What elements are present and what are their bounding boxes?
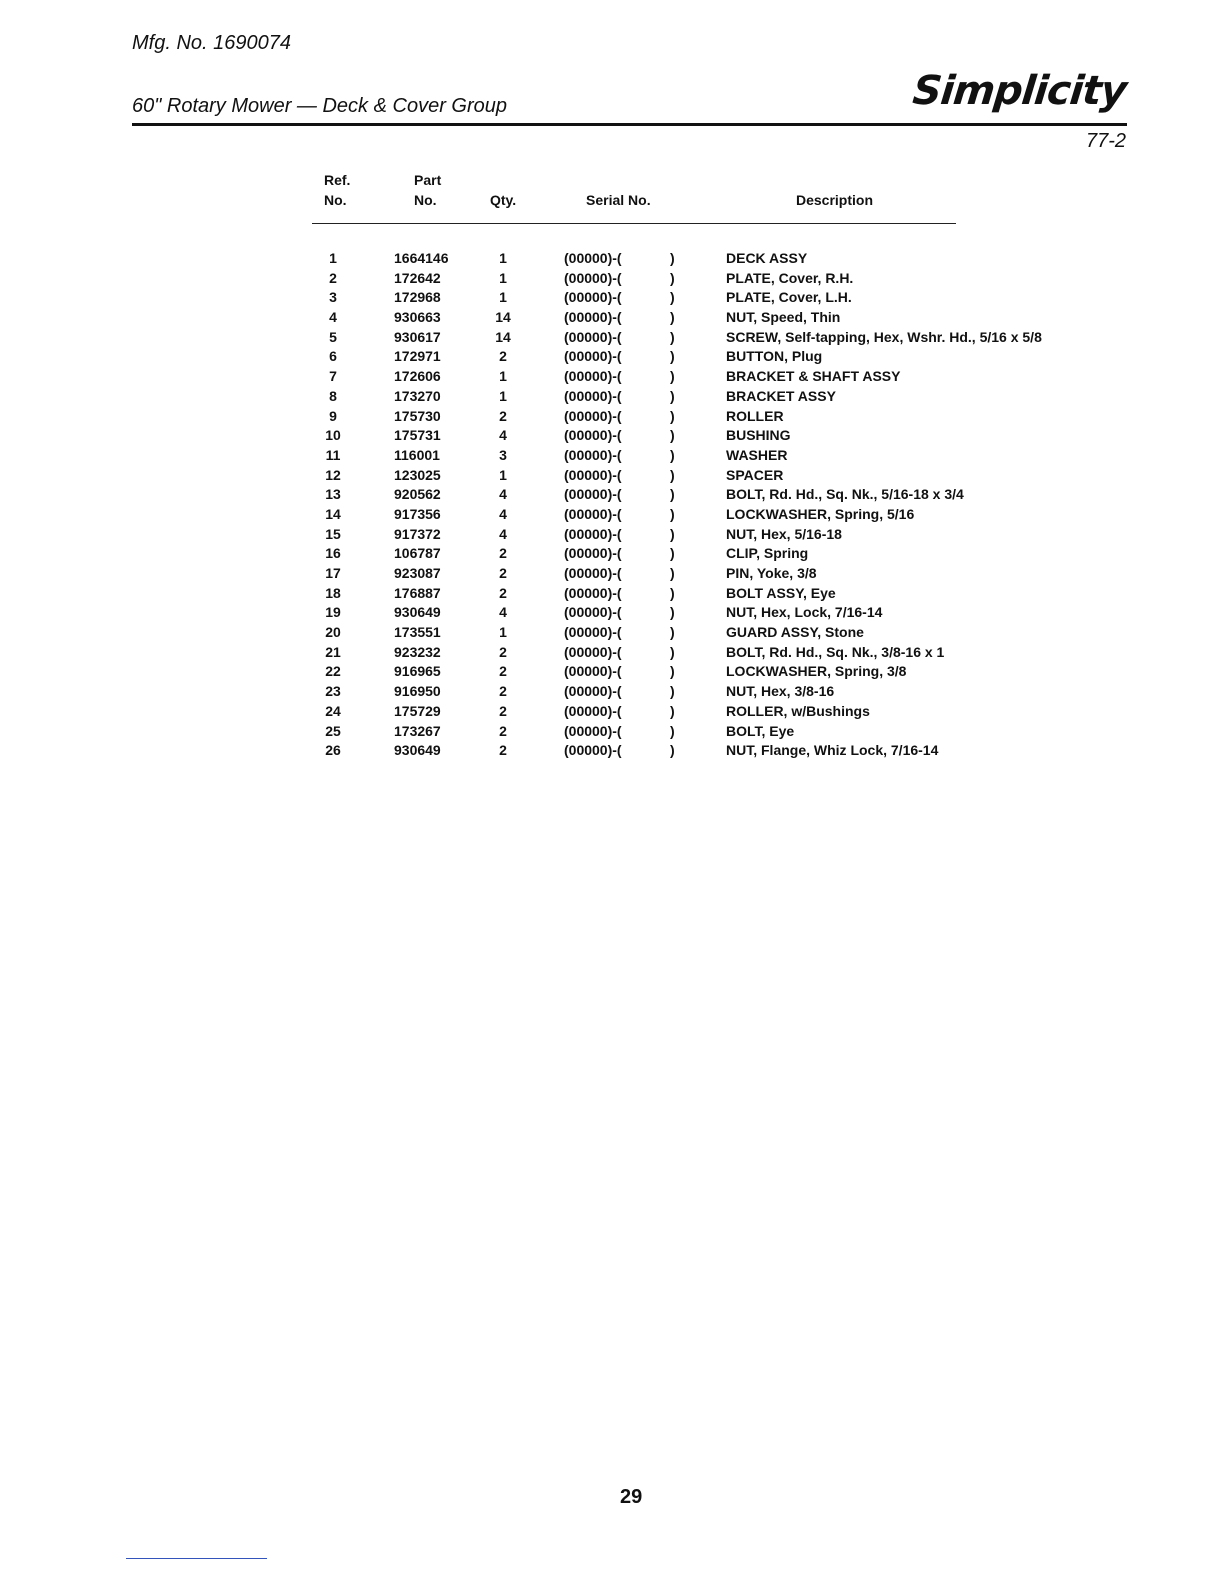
header-qty: Qty. bbox=[490, 192, 517, 208]
serial-cell: (00000)-( bbox=[564, 742, 622, 759]
table-row bbox=[0, 524, 1224, 544]
table-row bbox=[0, 642, 1224, 662]
qty-cell: 14 bbox=[495, 309, 511, 326]
serial-cell: (00000)-( bbox=[564, 486, 622, 503]
serial-close-cell: ) bbox=[670, 505, 675, 522]
table-row bbox=[0, 484, 1224, 504]
serial-cell: (00000)-( bbox=[564, 663, 622, 680]
ref-cell: 17 bbox=[325, 565, 341, 581]
part-number-cell: 123025 bbox=[394, 466, 441, 483]
serial-close-cell: ) bbox=[670, 387, 675, 404]
qty-cell: 2 bbox=[499, 742, 507, 759]
serial-cell: (00000)-( bbox=[564, 565, 622, 581]
description-cell: NUT, Hex, 3/8-16 bbox=[726, 683, 835, 700]
ref-cell: 2 bbox=[329, 269, 337, 286]
description-cell: GUARD ASSY, Stone bbox=[726, 624, 864, 641]
ref-cell: 6 bbox=[329, 348, 337, 365]
page-number: 29 bbox=[620, 1486, 643, 1508]
part-number-cell: 173267 bbox=[394, 722, 441, 739]
brand-logo: Simplicity bbox=[910, 68, 1129, 114]
serial-cell: (00000)-( bbox=[564, 466, 622, 483]
ref-cell: 5 bbox=[329, 328, 337, 345]
description-cell: PIN, Yoke, 3/8 bbox=[726, 565, 817, 581]
serial-cell: (00000)-( bbox=[564, 683, 622, 700]
table-row bbox=[0, 740, 1224, 760]
ref-cell: 1 bbox=[329, 250, 337, 266]
ref-cell: 16 bbox=[325, 545, 341, 562]
serial-cell: (00000)-( bbox=[564, 407, 622, 424]
part-number-cell: 917372 bbox=[394, 525, 441, 542]
serial-close-cell: ) bbox=[670, 328, 675, 345]
table-row bbox=[0, 701, 1224, 721]
serial-close-cell: ) bbox=[670, 269, 675, 286]
qty-cell: 1 bbox=[499, 289, 507, 306]
serial-cell: (00000)-( bbox=[564, 604, 622, 621]
header-part-no bbox=[414, 170, 441, 210]
part-number-cell: 917356 bbox=[394, 505, 441, 522]
description-cell: SCREW, Self-tapping, Hex, Wshr. Hd., 5/16 x 5/8 bbox=[726, 328, 1042, 345]
ref-cell: 18 bbox=[325, 584, 341, 601]
ref-cell: 14 bbox=[325, 505, 341, 522]
table-row bbox=[0, 465, 1224, 485]
qty-cell: 1 bbox=[499, 368, 507, 385]
ref-cell: 23 bbox=[325, 683, 341, 700]
description-cell: NUT, Hex, 5/16-18 bbox=[726, 525, 842, 542]
qty-cell: 2 bbox=[499, 545, 507, 562]
table-row bbox=[0, 327, 1224, 347]
qty-cell: 2 bbox=[499, 348, 507, 365]
serial-close-cell: ) bbox=[670, 525, 675, 542]
serial-cell: (00000)-( bbox=[564, 368, 622, 385]
table-row bbox=[0, 563, 1224, 583]
table-row bbox=[0, 543, 1224, 563]
serial-close-cell: ) bbox=[670, 702, 675, 719]
table-row bbox=[0, 287, 1224, 307]
description-cell: ROLLER bbox=[726, 407, 784, 424]
serial-cell: (00000)-( bbox=[564, 643, 622, 660]
ref-cell: 11 bbox=[325, 446, 341, 463]
serial-close-cell: ) bbox=[670, 722, 675, 739]
part-number-cell: 175730 bbox=[394, 407, 441, 424]
ref-cell: 13 bbox=[325, 486, 341, 503]
serial-cell: (00000)-( bbox=[564, 387, 622, 404]
serial-cell: (00000)-( bbox=[564, 584, 622, 601]
part-number-cell: 173270 bbox=[394, 387, 441, 404]
description-cell: BOLT, Rd. Hd., Sq. Nk., 3/8-16 x 1 bbox=[726, 643, 945, 660]
header-ref-line1: Ref. bbox=[324, 172, 351, 188]
description-cell: CLIP, Spring bbox=[726, 545, 809, 562]
table-row bbox=[0, 425, 1224, 445]
qty-cell: 2 bbox=[499, 565, 507, 581]
serial-cell: (00000)-( bbox=[564, 525, 622, 542]
ref-cell: 8 bbox=[329, 387, 337, 404]
description-cell: NUT, Hex, Lock, 7/16-14 bbox=[726, 604, 883, 621]
description-cell: WASHER bbox=[726, 446, 788, 463]
qty-cell: 1 bbox=[499, 250, 507, 266]
qty-cell: 2 bbox=[499, 663, 507, 680]
table-row bbox=[0, 248, 1224, 268]
header-serial-no: Serial No. bbox=[586, 192, 651, 208]
table-row bbox=[0, 445, 1224, 465]
serial-cell: (00000)-( bbox=[564, 545, 622, 562]
table-row bbox=[0, 504, 1224, 524]
serial-close-cell: ) bbox=[670, 584, 675, 601]
serial-close-cell: ) bbox=[670, 466, 675, 483]
qty-cell: 4 bbox=[499, 604, 507, 621]
part-number-cell: 923087 bbox=[394, 565, 441, 581]
serial-cell: (00000)-( bbox=[564, 624, 622, 641]
qty-cell: 1 bbox=[499, 269, 507, 286]
header-ref-no bbox=[324, 170, 350, 210]
part-number-cell: 916965 bbox=[394, 663, 441, 680]
serial-cell: (00000)-( bbox=[564, 348, 622, 365]
part-number-cell: 172968 bbox=[394, 289, 441, 306]
description-cell: DECK ASSY bbox=[726, 250, 808, 266]
serial-cell: (00000)-( bbox=[564, 446, 622, 463]
description-cell: PLATE, Cover, L.H. bbox=[726, 289, 852, 306]
serial-cell: (00000)-( bbox=[564, 328, 622, 345]
part-number-cell: 176887 bbox=[394, 584, 441, 601]
description-cell: PLATE, Cover, R.H. bbox=[726, 269, 854, 286]
description-cell: NUT, Speed, Thin bbox=[726, 309, 841, 326]
header-description: Description bbox=[796, 192, 874, 208]
table-row bbox=[0, 721, 1224, 741]
qty-cell: 4 bbox=[499, 525, 507, 542]
serial-cell: (00000)-( bbox=[564, 722, 622, 739]
header-ref-line2: No. bbox=[324, 192, 347, 208]
table-row bbox=[0, 366, 1224, 386]
table-row bbox=[0, 602, 1224, 622]
part-number-cell: 175731 bbox=[394, 427, 441, 444]
ref-cell: 15 bbox=[325, 525, 341, 542]
part-number-cell: 930649 bbox=[394, 742, 441, 759]
serial-close-cell: ) bbox=[670, 250, 675, 266]
table-row bbox=[0, 406, 1224, 426]
table-row bbox=[0, 307, 1224, 327]
serial-close-cell: ) bbox=[670, 348, 675, 365]
part-number-cell: 116001 bbox=[394, 446, 440, 463]
header-part-line1: Part bbox=[414, 172, 442, 188]
serial-cell: (00000)-( bbox=[564, 250, 622, 266]
ref-cell: 20 bbox=[325, 624, 341, 641]
qty-cell: 14 bbox=[495, 328, 511, 345]
ref-cell: 9 bbox=[329, 407, 337, 424]
qty-cell: 4 bbox=[499, 427, 507, 444]
table-row bbox=[0, 386, 1224, 406]
description-cell: BOLT, Rd. Hd., Sq. Nk., 5/16-18 x 3/4 bbox=[726, 486, 964, 503]
qty-cell: 4 bbox=[499, 486, 507, 503]
ref-cell: 3 bbox=[329, 289, 337, 306]
table-header-divider bbox=[312, 223, 956, 224]
table-header bbox=[0, 170, 1224, 220]
ref-cell: 24 bbox=[325, 702, 341, 719]
serial-close-cell: ) bbox=[670, 643, 675, 660]
ref-cell: 21 bbox=[325, 643, 341, 660]
ref-cell: 19 bbox=[325, 604, 341, 621]
part-number-cell: 172606 bbox=[394, 368, 441, 385]
serial-close-cell: ) bbox=[670, 565, 675, 581]
part-number-cell: 106787 bbox=[394, 545, 441, 562]
qty-cell: 1 bbox=[499, 387, 507, 404]
serial-close-cell: ) bbox=[670, 663, 675, 680]
serial-close-cell: ) bbox=[670, 545, 675, 562]
qty-cell: 4 bbox=[499, 505, 507, 522]
table-row bbox=[0, 346, 1224, 366]
qty-cell: 2 bbox=[499, 584, 507, 601]
serial-close-cell: ) bbox=[670, 289, 675, 306]
table-row bbox=[0, 583, 1224, 603]
description-cell: BUSHING bbox=[726, 427, 791, 444]
ref-cell: 25 bbox=[325, 722, 341, 739]
part-number-cell: 172642 bbox=[394, 269, 441, 286]
description-cell: BOLT, Eye bbox=[726, 722, 795, 739]
ref-cell: 26 bbox=[325, 742, 341, 759]
table-row bbox=[0, 268, 1224, 288]
qty-cell: 3 bbox=[499, 446, 507, 463]
page-code: 77-2 bbox=[1085, 130, 1126, 152]
description-cell: BUTTON, Plug bbox=[726, 348, 823, 365]
qty-cell: 1 bbox=[499, 466, 507, 483]
description-cell: ROLLER, w/Bushings bbox=[726, 702, 870, 719]
qty-cell: 2 bbox=[499, 643, 507, 660]
parts-table bbox=[0, 248, 1224, 760]
serial-close-cell: ) bbox=[670, 604, 675, 621]
part-number-cell: 930649 bbox=[394, 604, 441, 621]
serial-cell: (00000)-( bbox=[564, 289, 622, 306]
part-number-cell: 916950 bbox=[394, 683, 441, 700]
description-cell: LOCKWASHER, Spring, 5/16 bbox=[726, 505, 915, 522]
part-number-cell: 173551 bbox=[394, 624, 441, 641]
ref-cell: 7 bbox=[329, 368, 337, 385]
serial-close-cell: ) bbox=[670, 407, 675, 424]
part-number-cell: 175729 bbox=[394, 702, 441, 719]
part-number-cell: 1664146 bbox=[394, 250, 449, 266]
serial-close-cell: ) bbox=[670, 742, 675, 759]
serial-close-cell: ) bbox=[670, 427, 675, 444]
serial-close-cell: ) bbox=[670, 368, 675, 385]
part-number-cell: 923232 bbox=[394, 643, 441, 660]
description-cell: BOLT ASSY, Eye bbox=[726, 584, 836, 601]
table-row bbox=[0, 681, 1224, 701]
table-row bbox=[0, 661, 1224, 681]
serial-cell: (00000)-( bbox=[564, 702, 622, 719]
part-number-cell: 930617 bbox=[394, 328, 441, 345]
description-cell: NUT, Flange, Whiz Lock, 7/16-14 bbox=[726, 742, 939, 759]
table-row bbox=[0, 622, 1224, 642]
qty-cell: 2 bbox=[499, 683, 507, 700]
mfg-number: Mfg. No. 1690074 bbox=[132, 32, 291, 54]
serial-cell: (00000)-( bbox=[564, 309, 622, 326]
serial-cell: (00000)-( bbox=[564, 505, 622, 522]
description-cell: BRACKET & SHAFT ASSY bbox=[726, 368, 901, 385]
description-cell: LOCKWASHER, Spring, 3/8 bbox=[726, 663, 907, 680]
serial-cell: (00000)-( bbox=[564, 427, 622, 444]
part-number-cell: 172971 bbox=[394, 348, 441, 365]
serial-close-cell: ) bbox=[670, 446, 675, 463]
footer-line bbox=[126, 1558, 267, 1559]
description-cell: SPACER bbox=[726, 466, 784, 483]
qty-cell: 2 bbox=[499, 722, 507, 739]
description-cell: BRACKET ASSY bbox=[726, 387, 836, 404]
ref-cell: 12 bbox=[325, 466, 341, 483]
part-number-cell: 930663 bbox=[394, 309, 441, 326]
part-number-cell: 920562 bbox=[394, 486, 441, 503]
qty-cell: 2 bbox=[499, 702, 507, 719]
header-divider bbox=[132, 123, 1127, 126]
ref-cell: 4 bbox=[329, 309, 337, 326]
ref-cell: 10 bbox=[325, 427, 341, 444]
serial-close-cell: ) bbox=[670, 486, 675, 503]
serial-close-cell: ) bbox=[670, 683, 675, 700]
serial-close-cell: ) bbox=[670, 309, 675, 326]
serial-cell: (00000)-( bbox=[564, 269, 622, 286]
qty-cell: 1 bbox=[499, 624, 507, 641]
page-title: 60" Rotary Mower — Deck & Cover Group bbox=[132, 95, 507, 117]
ref-cell: 22 bbox=[325, 663, 341, 680]
qty-cell: 2 bbox=[499, 407, 507, 424]
header-part-line2: No. bbox=[414, 192, 437, 208]
serial-close-cell: ) bbox=[670, 624, 675, 641]
